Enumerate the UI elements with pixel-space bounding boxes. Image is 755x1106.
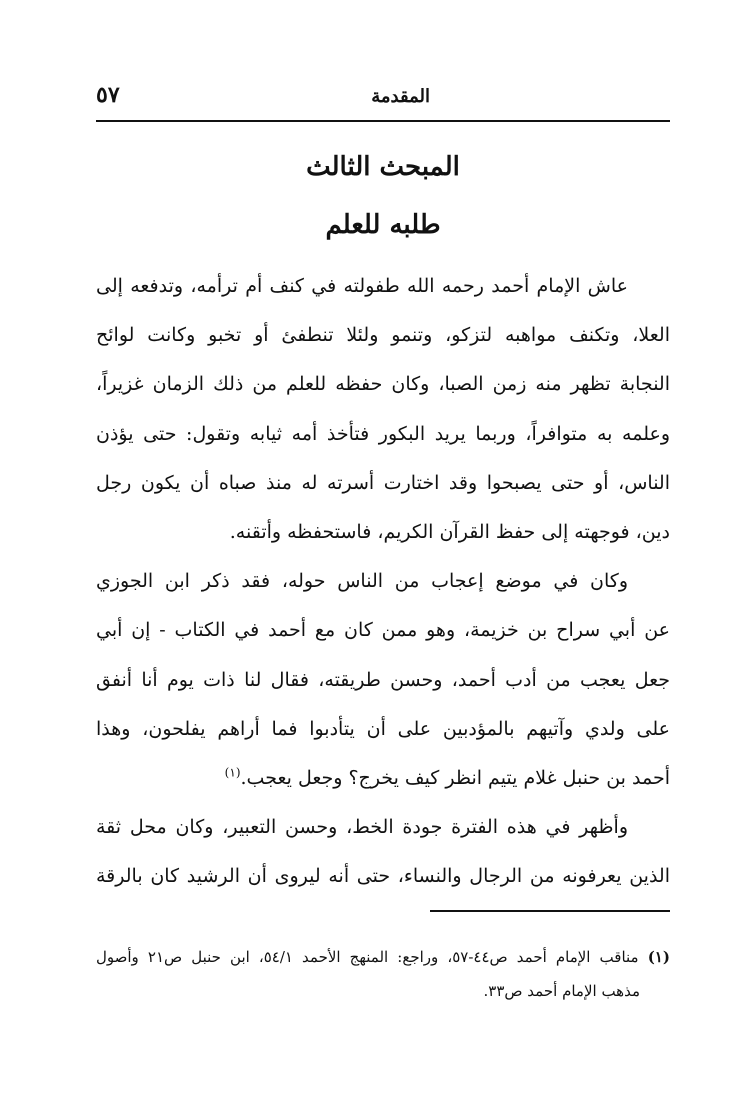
page-number: ٥٧ [96, 82, 120, 108]
text-line: عن أبي سراح بن خزيمة، وهو ممن كان مع أحمد في الكتاب - إن أبي [96, 619, 670, 642]
footnote-reference[interactable]: (١) [224, 765, 241, 780]
text-line: على ولدي وآتيهم بالمؤدبين على أن يتأدبوا فما أراهم يفلحون، وهذا [96, 717, 670, 740]
body-text [96, 262, 670, 901]
text-line: النجابة تظهر منه زمن الصبا، وكان حفظه للعلم من ذلك الزمان غزيراً، [96, 373, 670, 396]
footnote-line [96, 940, 670, 974]
text-line: جعل يعجب من أدب أحمد، وحسن طريقته، فقال لنا ذات يوم أنا أنفق [96, 668, 670, 691]
section-heading: المبحث الثالث [306, 152, 460, 182]
text-line: العلا، وتكنف مواهبه لتزكو، وتنمو ولئلا تنطفئ أو تخبو وكانت لوائح [96, 324, 670, 347]
text-line: دين، فوجهته إلى حفظ القرآن الكريم، فاستحفظه وأتقنه. [229, 520, 670, 543]
text-line: الناس، أو حتى يصبحوا وقد اختارت أسرته له منذ صباه أن يكون رجل [96, 471, 670, 494]
text-line: وعلمه به متوافراً، وربما يريد البكور فتأخذ أمه ثيابه وتقول: حتى يؤذن [96, 422, 670, 445]
text-line [96, 754, 670, 803]
footnote-marker: (١) [647, 948, 670, 966]
header-rule [96, 120, 670, 122]
text-line: الذين يعرفونه من الرجال والنساء، حتى أنه ليروى أن الرشيد كان بالرقة [96, 865, 670, 888]
footnote [96, 940, 670, 1008]
footnote-line: مذهب الإمام أحمد ص٣٣. [483, 982, 640, 1000]
footnote-text: مناقب الإمام أحمد ص٤٤-٥٧، وراجع: المنهج الأحمد ٥٤/١، ابن حنبل ص٢١ وأصول [96, 948, 639, 966]
subsection-heading: طلبه للعلم [325, 210, 441, 240]
running-title: المقدمة [371, 86, 430, 107]
text-line: عاش الإمام أحمد رحمه الله طفولته في كنف أم ترأمه، وتدفعه إلى [96, 275, 628, 297]
running-header [96, 80, 670, 120]
text-line: وأظهر في هذه الفترة جودة الخط، وحسن التعبير، وكان محل ثقة [96, 816, 628, 839]
text-line: وكان في موضع إعجاب من الناس حوله، فقد ذكر ابن الجوزي [96, 570, 628, 593]
footnote-rule [430, 910, 670, 912]
text-line-content: أحمد بن حنبل غلام يتيم انظر كيف يخرج؟ وجعل يعجب. [240, 766, 670, 789]
